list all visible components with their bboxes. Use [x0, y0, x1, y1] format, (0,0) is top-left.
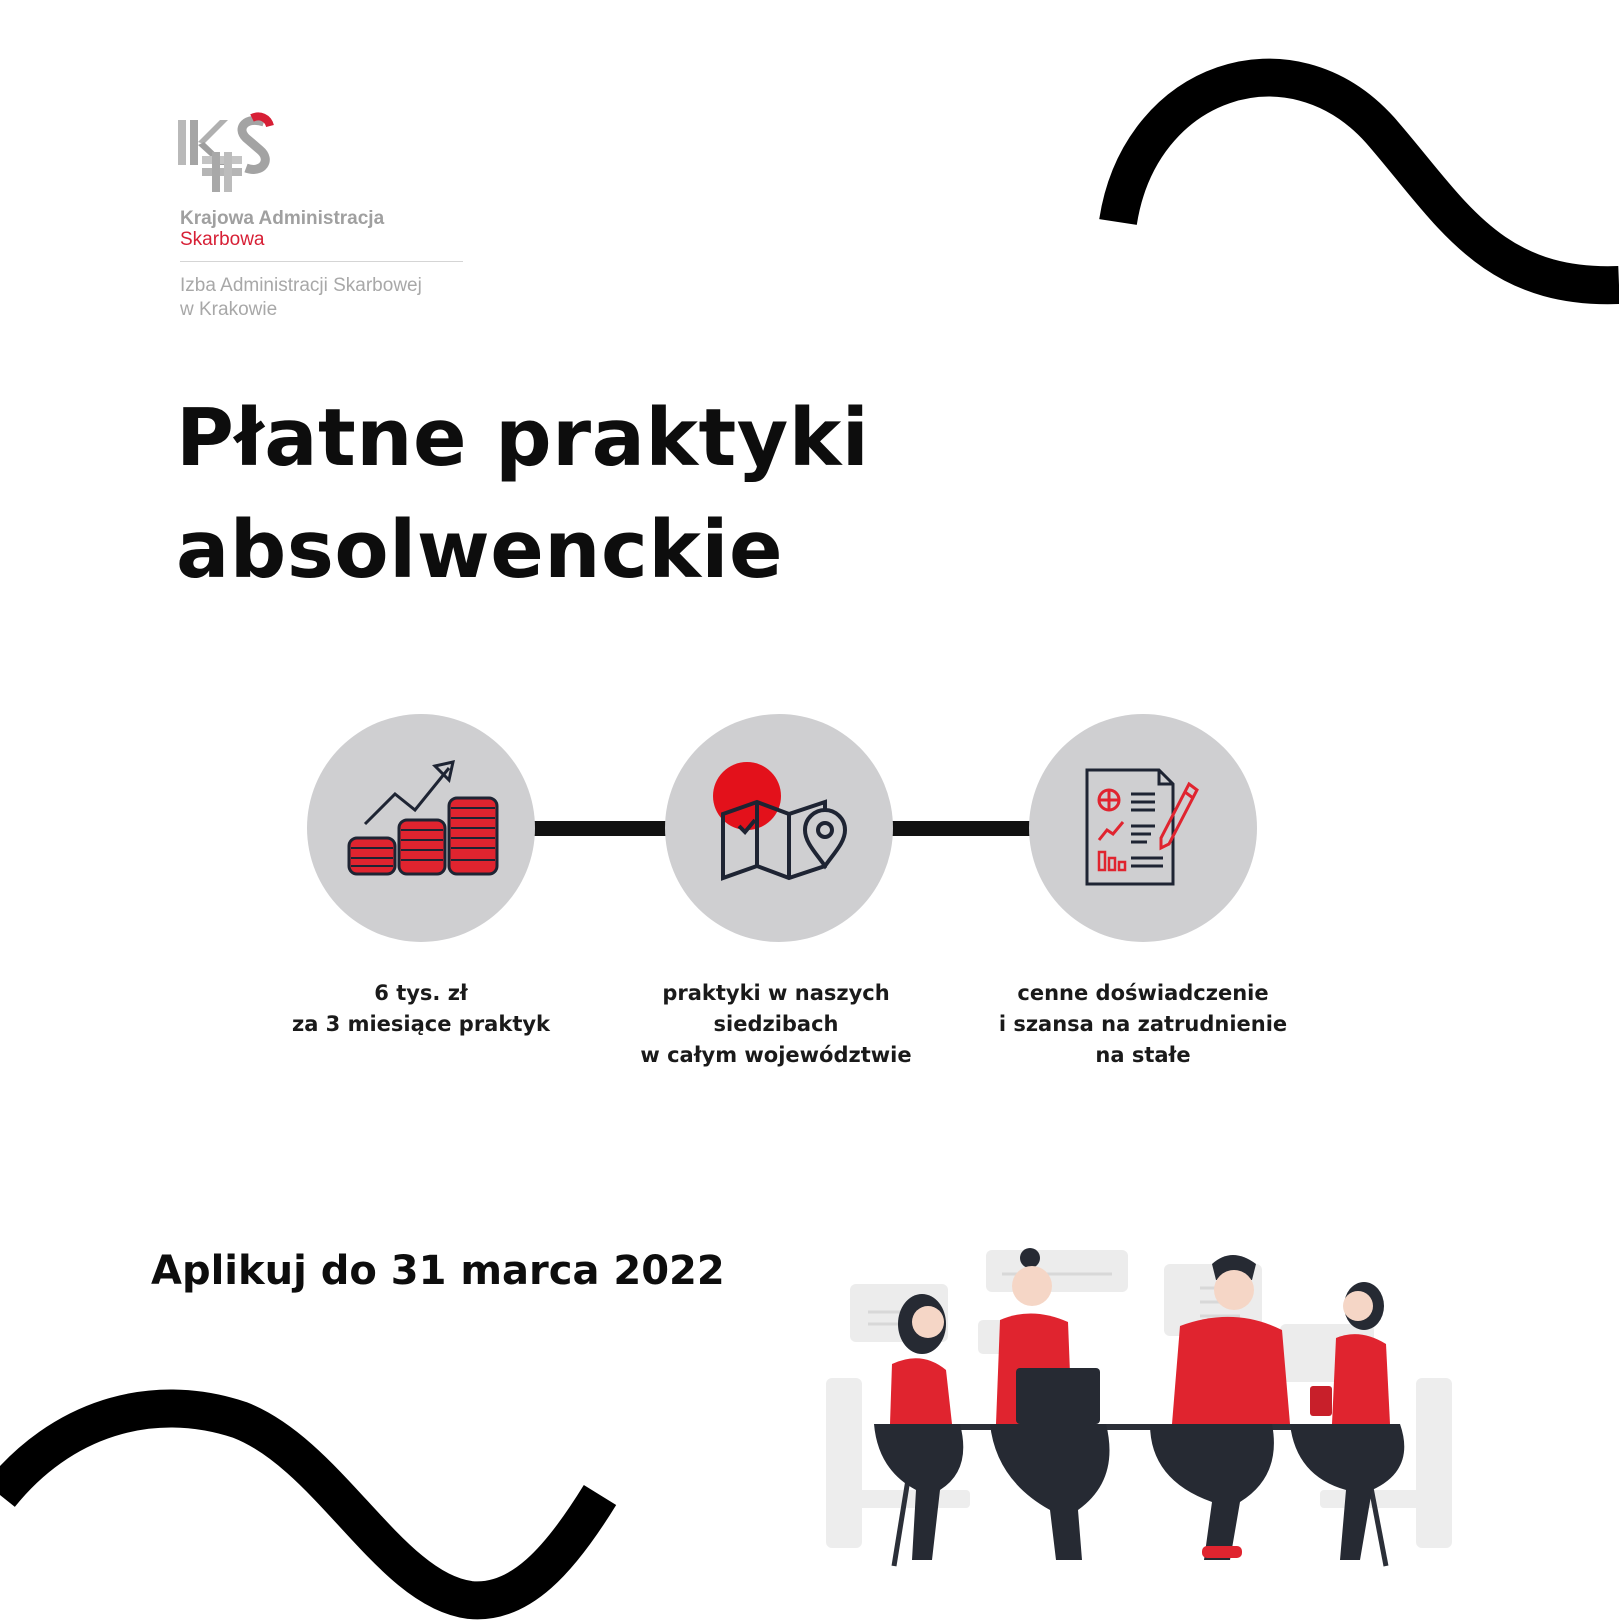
benefit-caption-3 — [973, 978, 1313, 1071]
benefit-caption-2 — [606, 978, 946, 1071]
connector-line-2 — [888, 821, 1034, 836]
benefit-caption-1 — [251, 978, 591, 1040]
benefit-2-line1: praktyki w naszych — [662, 981, 890, 1005]
title-line2: absolwenckie — [176, 504, 784, 596]
map-location-icon — [665, 714, 893, 942]
title-line1: Płatne praktyki — [176, 392, 870, 484]
benefit-circle-2 — [665, 714, 893, 942]
benefit-3-line1: cenne doświadczenie — [1017, 981, 1269, 1005]
benefit-2-line3: w całym województwie — [640, 1043, 912, 1067]
benefit-3-line3: na stałe — [1095, 1043, 1191, 1067]
logo-unit-line1: Izba Administracji Skarbowej — [180, 275, 422, 296]
kas-logo-mark — [176, 112, 286, 197]
apply-deadline: Aplikuj do 31 marca 2022 — [151, 1248, 725, 1294]
benefit-circle-1 — [307, 714, 535, 942]
coins-growth-icon — [307, 714, 535, 942]
benefit-1-line2: za 3 miesiące praktyk — [291, 1012, 551, 1036]
team-meeting-illustration — [820, 1240, 1480, 1580]
benefit-circle-3 — [1029, 714, 1257, 942]
logo-unit-line2: w Krakowie — [180, 299, 278, 320]
report-document-icon — [1029, 714, 1257, 942]
benefit-3-line2: i szansa na zatrudnienie — [998, 1012, 1288, 1036]
kas-logo — [176, 112, 486, 342]
logo-org-line1: Krajowa Administracja — [180, 208, 385, 229]
logo-org-line2: Skarbowa — [180, 229, 265, 250]
logo-divider — [180, 261, 463, 262]
benefit-1-line1: 6 tys. zł — [374, 981, 468, 1005]
connector-line-1 — [530, 821, 670, 836]
page-title — [176, 382, 869, 606]
benefit-2-line2: siedzibach — [713, 1012, 839, 1036]
